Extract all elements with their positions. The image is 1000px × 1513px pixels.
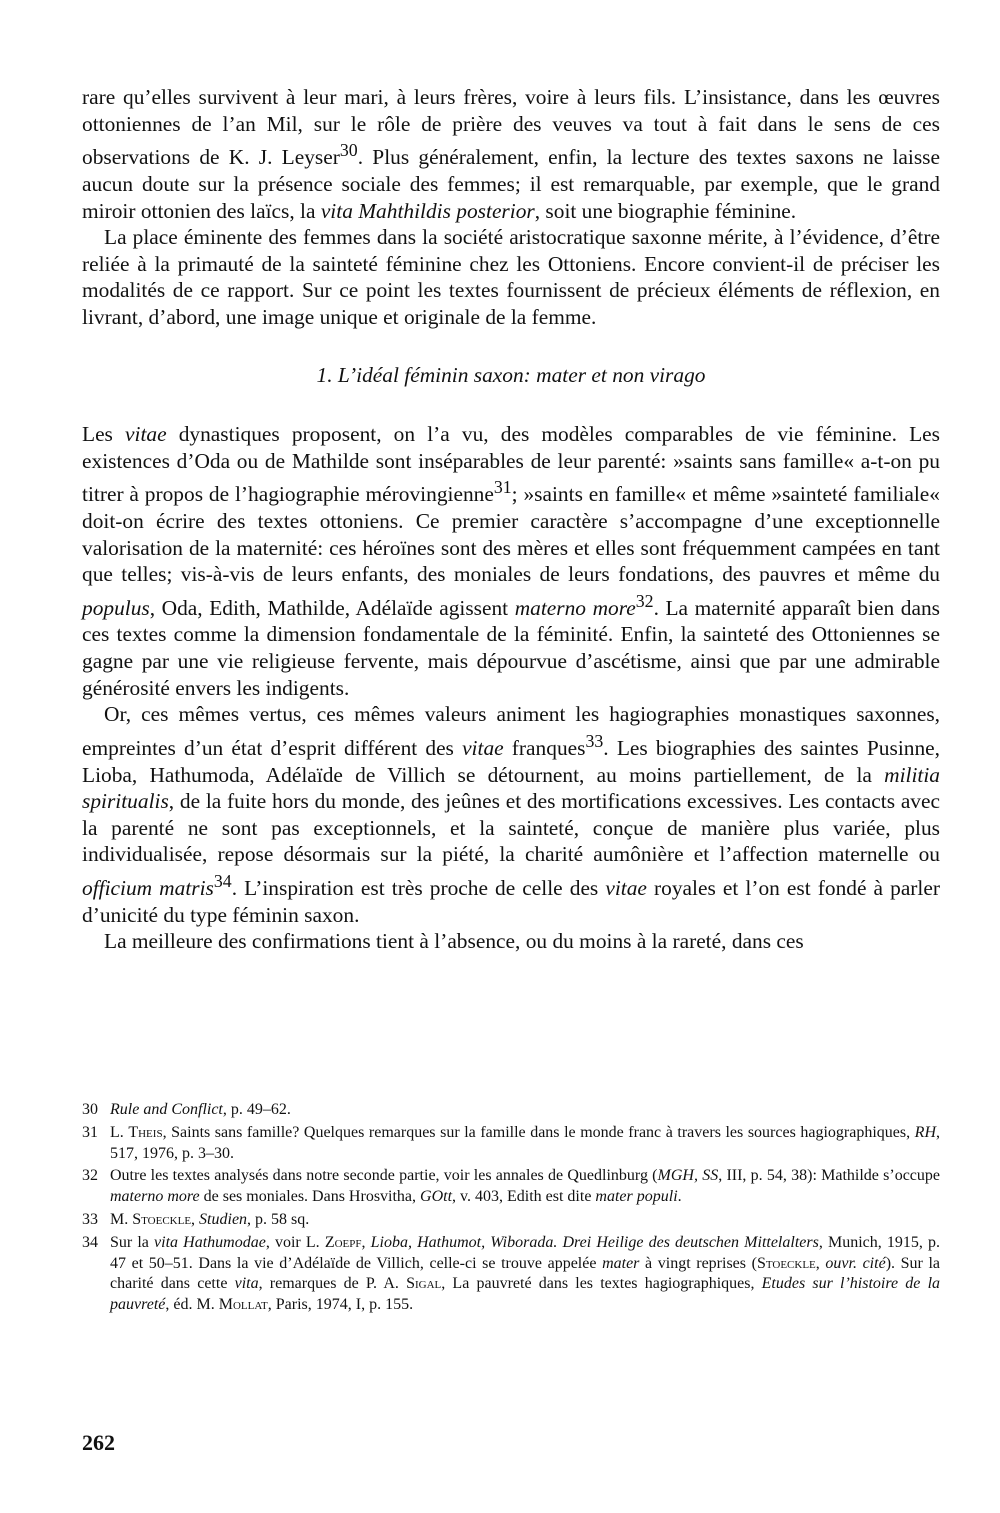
page-number: 262: [82, 1430, 115, 1455]
text-run: Outre les textes analysés dans notre seconde partie, voir les annales de Quedlinburg (: [110, 1167, 658, 1185]
italic-run: vitae: [605, 876, 647, 901]
footnotes: [82, 1100, 940, 1318]
text-run: ). Sur la charité dans cette: [110, 1254, 941, 1293]
author-name: Sigal: [406, 1275, 442, 1293]
italic-run: populus: [82, 595, 150, 620]
text-run: , v. 403, Edith est dite: [452, 1188, 596, 1206]
text-run: , La pauvreté dans les textes hagiographiques,: [441, 1275, 762, 1293]
text-run: , Paris, 1974, I, p. 155.: [267, 1296, 414, 1314]
paragraph-2: La place éminente des femmes dans la société aristocratique saxonne mérite, à l’évidence, d’être reliée à la primauté de la sainteté féminine chez les Ottoniens. Encore convient-il de préciser les modalités de ce rapport. Sur ce point les textes fournissent de précieux éléments de réflexion, en livrant, d’abord, une image unique et originale de la femme.: [82, 225, 940, 329]
text-run: rare qu’elles survivent à leur mari, à leurs frères, voire à leurs fils. L’insistance, dans les œuvres ottoniennes de l’an Mil, sur le rôle de prière des veuves va tout à fait dans le sens de ces observations de K. J. Leyser: [82, 85, 940, 170]
italic-run: ouvr. cité: [825, 1254, 886, 1272]
italic-run: materno more: [110, 1188, 200, 1206]
author-name: Mollat: [218, 1296, 268, 1314]
text-run: , soit une biographie féminine.: [534, 198, 797, 223]
footnote-ref-32[interactable]: 32: [635, 590, 654, 611]
footnote-ref-30[interactable]: 30: [339, 140, 358, 161]
text-run: Les: [82, 422, 126, 447]
footnote-number: 30: [82, 1101, 98, 1118]
footnote-ref-33[interactable]: 33: [585, 730, 604, 751]
footnote-ref-31[interactable]: 31: [493, 477, 512, 498]
author-name: Zoepf: [324, 1233, 362, 1251]
italic-run: RH: [914, 1123, 936, 1141]
text-run: , éd. M.: [165, 1296, 219, 1314]
footnote-ref-34[interactable]: 34: [213, 870, 232, 891]
text-run: , p. 58 sq.: [247, 1210, 310, 1228]
italic-run: MGH, SS: [657, 1167, 719, 1185]
text-run: , Munich, 1915, p. 47 et 50–51. Dans la vie d’Adélaïde de Villich, celle-ci se trouve appelée: [110, 1233, 941, 1272]
footnote-number: 31: [82, 1123, 98, 1141]
text-run: . L’inspiration est très proche de celle des: [231, 876, 606, 901]
footnote-32: [82, 1166, 940, 1208]
footnote-31: [82, 1123, 940, 1165]
text-run: . La maternité apparaît bien dans ces textes comme la dimension fondamentale de la féminité. Enfin, la sainteté des Ottoniennes se gagne par une vie religieuse fervente, mais dépourvue d’ascétisme, ainsi que par une admirable générosité envers les indigents.: [82, 595, 940, 700]
italic-run: Studien: [199, 1210, 248, 1228]
text-run: , de la fuite hors du monde, des jeûnes et des mortifications excessives. Les contacts avec la parenté ne sont pas exceptionnels, et la sainteté, conçue de manière plus variée, plus individualisée, repose désormais sur la piété, la charité aumônière et l’affection maternelle ou: [82, 789, 940, 867]
paragraph-1: [82, 84, 940, 224]
text-run: ,: [815, 1254, 826, 1272]
italic-run: mater: [602, 1254, 640, 1272]
text-run: . Plus généralement, enfin, la lecture des textes saxons ne laisse aucun doute sur la présence sociale des femmes; il est remarquable, par exemple, que le grand miroir ottonien des laïcs, la: [82, 145, 940, 223]
body-text: [82, 84, 940, 955]
italic-run: Rule and Conflict: [110, 1101, 223, 1118]
italic-run: vita: [234, 1275, 259, 1293]
italic-run: materno more: [514, 595, 636, 620]
text-run: , p. 49–62.: [222, 1101, 291, 1118]
text-run: , Saints sans famille? Quelques remarques sur la famille dans le monde franc à travers les sources hagiographiques,: [162, 1123, 915, 1141]
italic-run: vitae: [125, 422, 167, 447]
text-run: , remarques de P. A.: [258, 1275, 407, 1293]
footnote-number: 32: [82, 1167, 98, 1185]
italic-run: vitae: [462, 735, 504, 760]
text-run: ,: [191, 1210, 200, 1228]
text-run: . Les biographies des saintes Pusinne, Lioba, Hathumoda, Adélaïde de Villich se détournent, au moins partiellement, de la: [82, 735, 941, 787]
italic-run: vita Mahthildis posterior: [320, 198, 535, 223]
paragraph-3: [82, 421, 940, 701]
text-run: Sur la: [110, 1233, 155, 1251]
footnote-number: 33: [82, 1210, 98, 1228]
text-run: , III, p. 54, 38): Mathilde s’occupe: [718, 1167, 941, 1185]
text-run: M.: [110, 1210, 133, 1228]
paragraph-4: [82, 701, 940, 928]
text-run: Or, ces mêmes vertus, ces mêmes valeurs animent les hagiographies monastiques saxonnes, empreintes d’un état d’esprit différent des: [82, 702, 940, 760]
text-run: .: [677, 1188, 682, 1206]
text-run: royales et l’on est fondé à parler d’unicité du type féminin saxon.: [82, 876, 940, 927]
text-run: dynastiques proposent, on l’a vu, des modèles comparables de vie féminine. Les existences d’Oda ou de Mathilde sont inséparables de leur parenté: »saints sans famille« a-t-on pu titrer à propos de l’hagiographie mérovingienne: [82, 422, 940, 507]
text-run: , 517, 1976, p. 3–30.: [110, 1123, 940, 1162]
italic-run: militia spiritualis: [82, 762, 940, 814]
text-run: , Oda, Edith, Mathilde, Adélaïde agissent: [149, 595, 515, 620]
text-run: à vingt reprises (: [639, 1254, 757, 1272]
author-name: Stoeckle: [132, 1210, 192, 1228]
italic-run: vita Hathumodae: [154, 1233, 266, 1251]
footnote-30: [82, 1100, 940, 1121]
text-run: , voir L.: [265, 1233, 325, 1251]
footnote-number: 34: [82, 1233, 98, 1251]
text-run: de ses moniales. Dans Hrosvitha,: [199, 1188, 421, 1206]
paragraph-5: La meilleure des confirmations tient à l’absence, ou du moins à la rareté, dans ces: [104, 929, 804, 954]
text-run: ; »saints en famille« et même »sainteté familiale« doit-on écrire des textes ottoniens. Ce premier caractère s’accompagne d’une exceptionnelle valorisation de la maternité: ces héroïnes sont des mères et elles sont fréquemment campées en tant que telles; vis-à-vis de leurs enfants, des moniales de leurs fondations, des pauvres et même du: [82, 482, 940, 587]
italic-run: Etudes sur l’histoire de la pauvreté: [110, 1275, 941, 1314]
section-heading: 1. L’idéal féminin saxon: mater et non virago: [316, 363, 706, 388]
text-run: franques: [503, 735, 586, 760]
author-name: Stoeckle: [756, 1254, 816, 1272]
italic-run: officium matris: [82, 876, 214, 901]
author-name: Theis: [128, 1123, 163, 1141]
text-run: ,: [361, 1233, 371, 1251]
italic-run: Lioba, Hathumot, Wiborada. Drei Heilige des deutschen Mittelalters: [370, 1233, 819, 1251]
footnote-33: [82, 1210, 940, 1231]
text-run: L.: [110, 1123, 129, 1141]
italic-run: GOtt: [420, 1188, 453, 1206]
italic-run: mater populi: [595, 1188, 678, 1206]
footnote-34: [82, 1233, 940, 1316]
